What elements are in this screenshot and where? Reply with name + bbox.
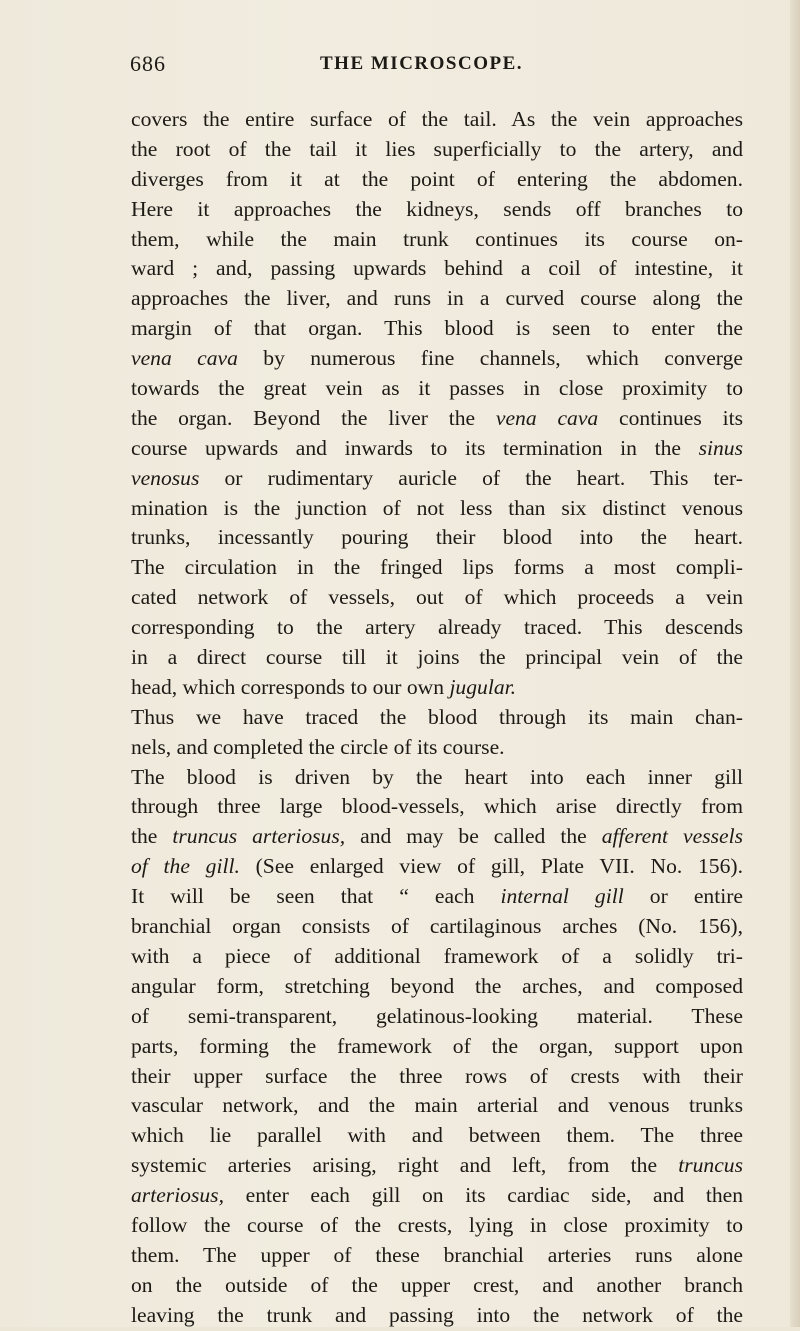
italic-term: afferent vessels (601, 824, 743, 849)
text-segment: them. The upper of these branchial arteries runs alone (131, 1242, 743, 1267)
page-edge (790, 0, 800, 1327)
text-segment: the root of the tail it lies superficially to the artery, and (131, 136, 743, 161)
italic-term: truncus arteriosus, (172, 824, 346, 849)
text-line (131, 882, 743, 912)
text-segment: by numerous fine channels, which converge (237, 346, 743, 371)
italic-term: vena cava (495, 405, 599, 430)
text-segment: enter each gill on its cardiac side, and then (224, 1183, 743, 1208)
text-line (131, 1271, 743, 1301)
text-line (131, 673, 743, 703)
text-line (131, 195, 743, 225)
text-line (131, 1062, 743, 1092)
italic-term: venosus (131, 465, 200, 490)
text-segment: parts, forming the framework of the organ, support upon (131, 1033, 743, 1058)
text-line (131, 1091, 743, 1121)
text-segment: It will be seen that “ each (131, 884, 501, 909)
text-line (131, 165, 743, 195)
text-line (131, 792, 743, 822)
text-segment: or entire (623, 884, 743, 909)
text-segment: follow the course of the crests, lying in close proximity to (131, 1212, 743, 1237)
text-line (131, 523, 743, 553)
text-segment: Here it approaches the kidneys, sends off branches to (131, 196, 743, 221)
text-line (131, 852, 743, 882)
text-segment: The circulation in the fringed lips forms a most compli- (131, 555, 743, 580)
text-segment: them, while the main trunk continues its course on- (131, 226, 743, 251)
text-segment: systemic arteries arising, right and left, from the (131, 1153, 679, 1178)
text-line (131, 763, 743, 793)
text-segment: nels, and completed the circle of its course. (131, 734, 505, 759)
text-segment: (See enlarged view of gill, Plate VII. No. 156). (239, 854, 743, 879)
italic-term: truncus (678, 1153, 743, 1178)
text-line (131, 1151, 743, 1181)
text-line (131, 344, 743, 374)
text-line (131, 284, 743, 314)
text-segment: of semi-transparent, gelatinous-looking material. These (131, 1003, 743, 1028)
text-line (131, 314, 743, 344)
text-line (131, 972, 743, 1002)
text-segment: covers the entire surface of the tail. As the vein approaches (131, 107, 743, 131)
text-line (131, 404, 743, 434)
italic-term: sinus (698, 435, 743, 460)
text-line (131, 494, 743, 524)
text-line (131, 1002, 743, 1032)
text-segment: towards the great vein as it passes in close proximity to (131, 376, 743, 401)
running-head: THE MICROSCOPE. (320, 53, 524, 74)
text-segment: cated network of vessels, out of which proceeds a vein (131, 585, 743, 610)
text-segment: their upper surface the three rows of crests with their (131, 1063, 743, 1088)
text-segment: mination is the junction of not less than six distinct venous (131, 495, 743, 520)
text-segment: margin of that organ. This blood is seen to enter the (131, 316, 743, 341)
text-line (131, 105, 743, 135)
text-line (131, 1181, 743, 1211)
text-segment: diverges from it at the point of entering the abdomen. (131, 166, 743, 191)
text-line (131, 1121, 743, 1151)
text-segment: The blood is driven by the heart into each inner gill (131, 764, 743, 789)
text-line (131, 553, 743, 583)
body-text (131, 105, 743, 1331)
italic-term: internal gill (500, 884, 624, 909)
text-line (131, 374, 743, 404)
text-segment: angular form, stretching beyond the arches, and composed (131, 973, 743, 998)
text-line (131, 254, 743, 284)
text-segment: Thus we have traced the blood through its main chan- (131, 704, 743, 729)
text-segment: and may be called the (345, 824, 602, 849)
text-segment: corresponding to the artery already traced. This descends (131, 615, 743, 640)
text-segment: branchial organ consists of cartilaginous arches (No. 156), (131, 914, 743, 939)
page-header (130, 51, 730, 85)
text-line (131, 434, 743, 464)
text-segment: approaches the liver, and runs in a curved course along the (131, 286, 743, 311)
text-line (131, 733, 743, 763)
text-line (131, 912, 743, 942)
text-segment: continues its (598, 405, 743, 430)
text-segment: the (131, 824, 173, 849)
text-segment: trunks, incessantly pouring their blood into the heart. (131, 525, 743, 550)
text-segment: or rudimentary auricle of the heart. This ter- (199, 465, 743, 490)
text-line (131, 613, 743, 643)
text-segment: with a piece of additional framework of a solidly tri- (131, 943, 743, 968)
text-line (131, 583, 743, 613)
italic-term: of the gill. (131, 854, 240, 879)
text-segment: the organ. Beyond the liver the (131, 405, 496, 430)
text-line (131, 942, 743, 972)
text-line (131, 464, 743, 494)
page-number: 686 (130, 51, 166, 76)
text-line (131, 703, 743, 733)
text-line (131, 643, 743, 673)
text-segment: through three large blood-vessels, which arise directly from (131, 794, 743, 819)
text-line (131, 135, 743, 165)
text-segment: on the outside of the upper crest, and another branch (131, 1272, 743, 1297)
italic-term: vena cava (131, 346, 238, 371)
text-segment: which lie parallel with and between them. The three (131, 1123, 743, 1148)
text-segment: head, which corresponds to our own (131, 674, 450, 699)
italic-term: jugular. (449, 674, 517, 699)
italic-term: arteriosus, (131, 1183, 224, 1208)
text-line (131, 1032, 743, 1062)
text-line (131, 1211, 743, 1241)
text-line (131, 225, 743, 255)
text-line (131, 1301, 743, 1331)
text-line (131, 1241, 743, 1271)
text-segment: ward ; and, passing upwards behind a coil of intestine, it (131, 256, 743, 281)
text-segment: leaving the trunk and passing into the network of the (131, 1302, 743, 1327)
text-segment: course upwards and inwards to its termination in the (131, 435, 699, 460)
text-line (131, 822, 743, 852)
text-segment: in a direct course till it joins the principal vein of the (131, 645, 743, 670)
text-segment: vascular network, and the main arterial and venous trunks (131, 1093, 743, 1118)
